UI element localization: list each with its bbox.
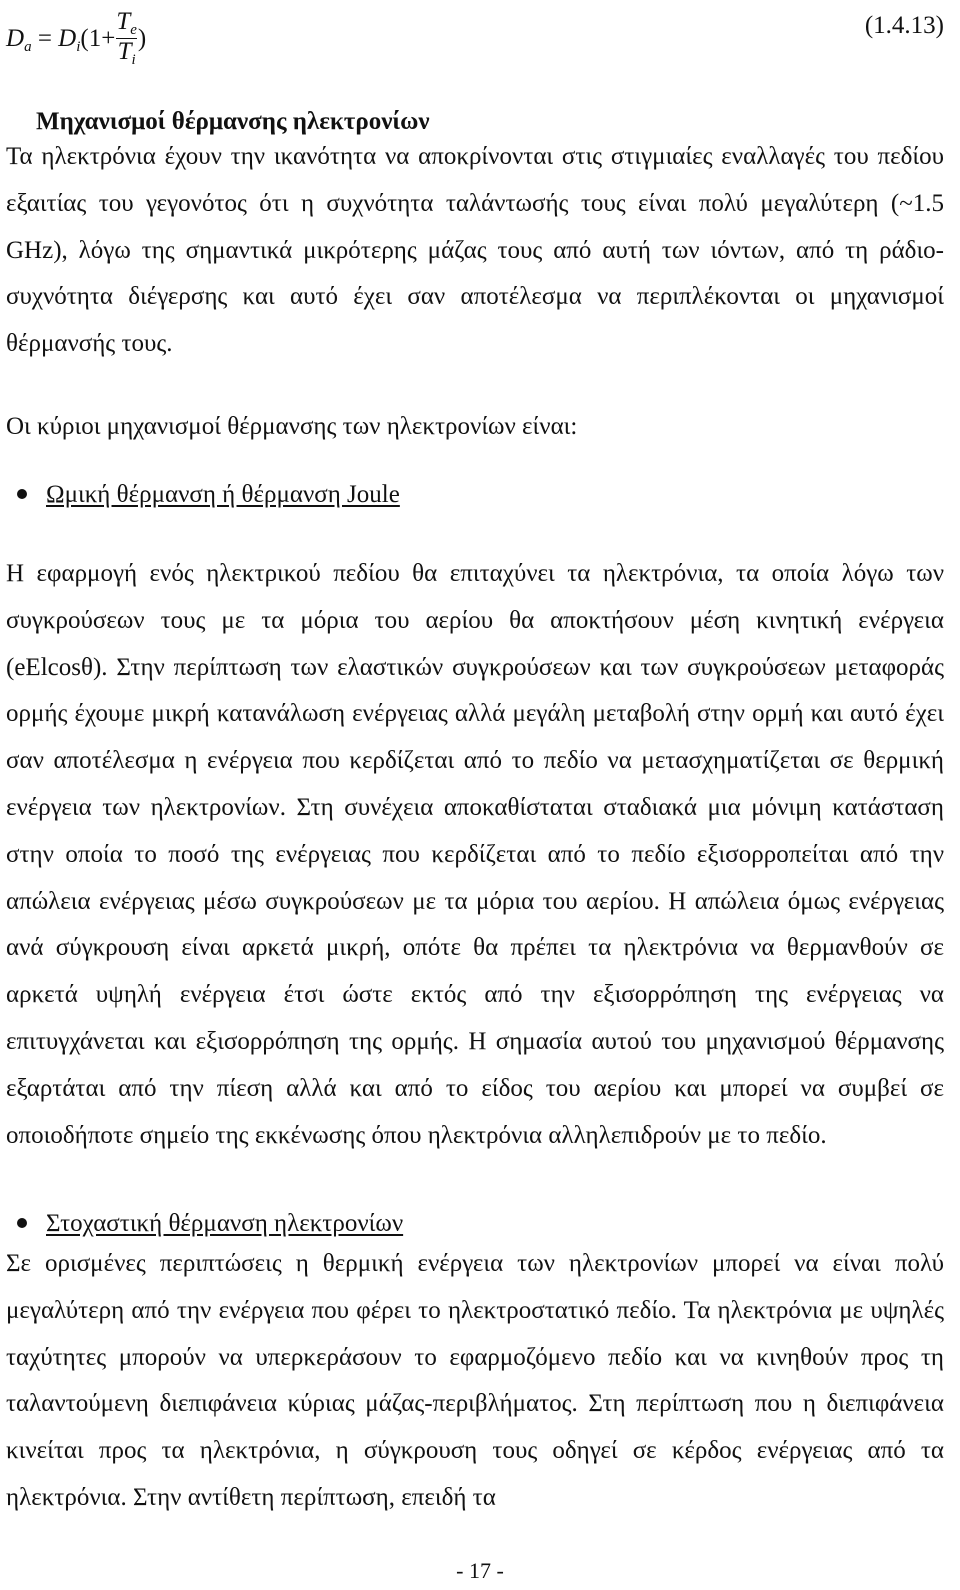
bullet-label: Στοχαστική θέρμανση ηλεκτρονίων [46, 1210, 404, 1237]
fraction-denominator [116, 40, 137, 67]
paragraph-ohmic-heating: Η εφαρμογή ενός ηλεκτρικού πεδίου θα επιταχύνει τα ηλεκτρόνια, τα οποία λόγω των συγκρούσεων τους με τα μόρια του αερίου θα αποκτήσουν μέση κινητική ενέργεια (eΕlcosθ). Στην περίπτωση των ελαστικών συγκρούσεων και των συγκρούσεων μεταφοράς ορμής έχουμε μικρή κατανάλωση ενέργειας αλλά μεγάλη μεταβολή στην ορμή και αυτό έχει σαν αποτέλεσμα η ενέργεια που κερδίζεται από το πεδίο να μετασχηματίζεται σε θερμική ενέργεια των ηλεκτρονίων. Στη συνέχεια αποκαθίσταται σταδιακά μια μόνιμη κατάσταση στην οποία το ποσό της ενέργειας που κερδίζεται από το πεδίο εξισορροπείται από την απώλεια ενέργειας μέσω συγκρούσεων με τα μόρια του αερίου. Η απώλεια όμως ενέργειας ανά σύγκρουση είναι αρκετά μικρή, οπότε θα πρέπει τα ηλεκτρόνια να θερμανθούν σε αρκετά υψηλή ενέργεια έτσι ώστε εκτός από την εξισορρόπηση της ενέργειας να επιτυγχάνεται και εξισορρόπηση της ορμής. Η σημασία αυτού του μηχανισμού θέρμανσης εξαρτάται από την πίεση αλλά και από το είδος του αερίου και μπορεί να συμβεί σε οποιοδήποτε σημείο της εκκένωσης όπου ηλεκτρόνια αλληλεπιδρούν με το πεδίο. [6, 560, 944, 1149]
fraction-numerator [116, 10, 137, 37]
denominator-symbol: T [117, 38, 132, 65]
equation-open-paren: (1+ [80, 25, 116, 53]
equation-1-4-13 [6, 0, 950, 72]
equation-lhs: D [6, 25, 25, 53]
page-number: - 17 - [456, 1558, 504, 1583]
equation-expression [6, 8, 147, 69]
bullet-item-stochastic-heating [6, 1210, 403, 1238]
section-heading: Μηχανισμοί θέρμανσης ηλεκτρονίων [36, 108, 430, 135]
bullet-label: Ωμική θέρμανση ή θέρμανση Joule [46, 481, 400, 508]
equation-rhs-subscript: i [76, 39, 81, 56]
paragraph-main-mechanisms-intro: Οι κύριοι μηχανισμοί θέρμανσης των ηλεκτρονίων είναι: [6, 413, 578, 440]
bullet-item-ohmic-heating [6, 481, 400, 509]
equation-fraction [116, 10, 137, 67]
equation-lhs-subscript: a [24, 39, 32, 56]
bullet-dot-icon [17, 489, 27, 499]
paragraph-electron-response: Τα ηλεκτρόνια έχουν την ικανότητα να αποκρίνονται στις στιγμιαίες εναλλαγές του πεδίου εξαιτίας του γεγονότος ότι η συχνότητα ταλάντωσής τους είναι πολύ μεγαλύτερη (~1.5 GHz), λόγω της σημαντικά μικρότερης μάζας τους από αυτή των ιόντων, από τη ράδιο-συχνότητα διέγερσης και αυτό έχει σαν αποτέλεσμα να περιπλέκονται οι μηχανισμοί θέρμανσής τους. [6, 143, 944, 358]
denominator-subscript: i [131, 52, 136, 68]
bullet-dot-icon [17, 1218, 27, 1228]
equation-rhs: D [58, 25, 77, 53]
numerator-symbol: T [116, 8, 131, 35]
equation-close-paren: ) [137, 25, 147, 53]
equation-number: (1.4.13) [864, 12, 944, 39]
paragraph-stochastic-heating: Σε ορισμένες περιπτώσεις η θερμική ενέργεια των ηλεκτρονίων μπορεί να είναι πολύ μεγαλύτερη από την ενέργεια που φέρει το ηλεκτροστατικό πεδίο. Τα ηλεκτρόνια με υψηλές ταχύτητες μπορούν να υπερκεράσουν το εφαρμοζόμενο πεδίο και να κινηθούν προς τη ταλαντούμενη διεπιφάνεια κύριας μάζας-περιβλήματος. Στη περίπτωση που η διεπιφάνεια κινείται προς τα ηλεκτρόνια, η σύγκρουση τους οδηγεί σε κέρδος ενέργειας από τα ηλεκτρόνια. Στην αντίθετη περίπτωση, επειδή τα [6, 1250, 944, 1511]
numerator-subscript: e [130, 22, 137, 38]
equation-equals: = [37, 25, 52, 53]
